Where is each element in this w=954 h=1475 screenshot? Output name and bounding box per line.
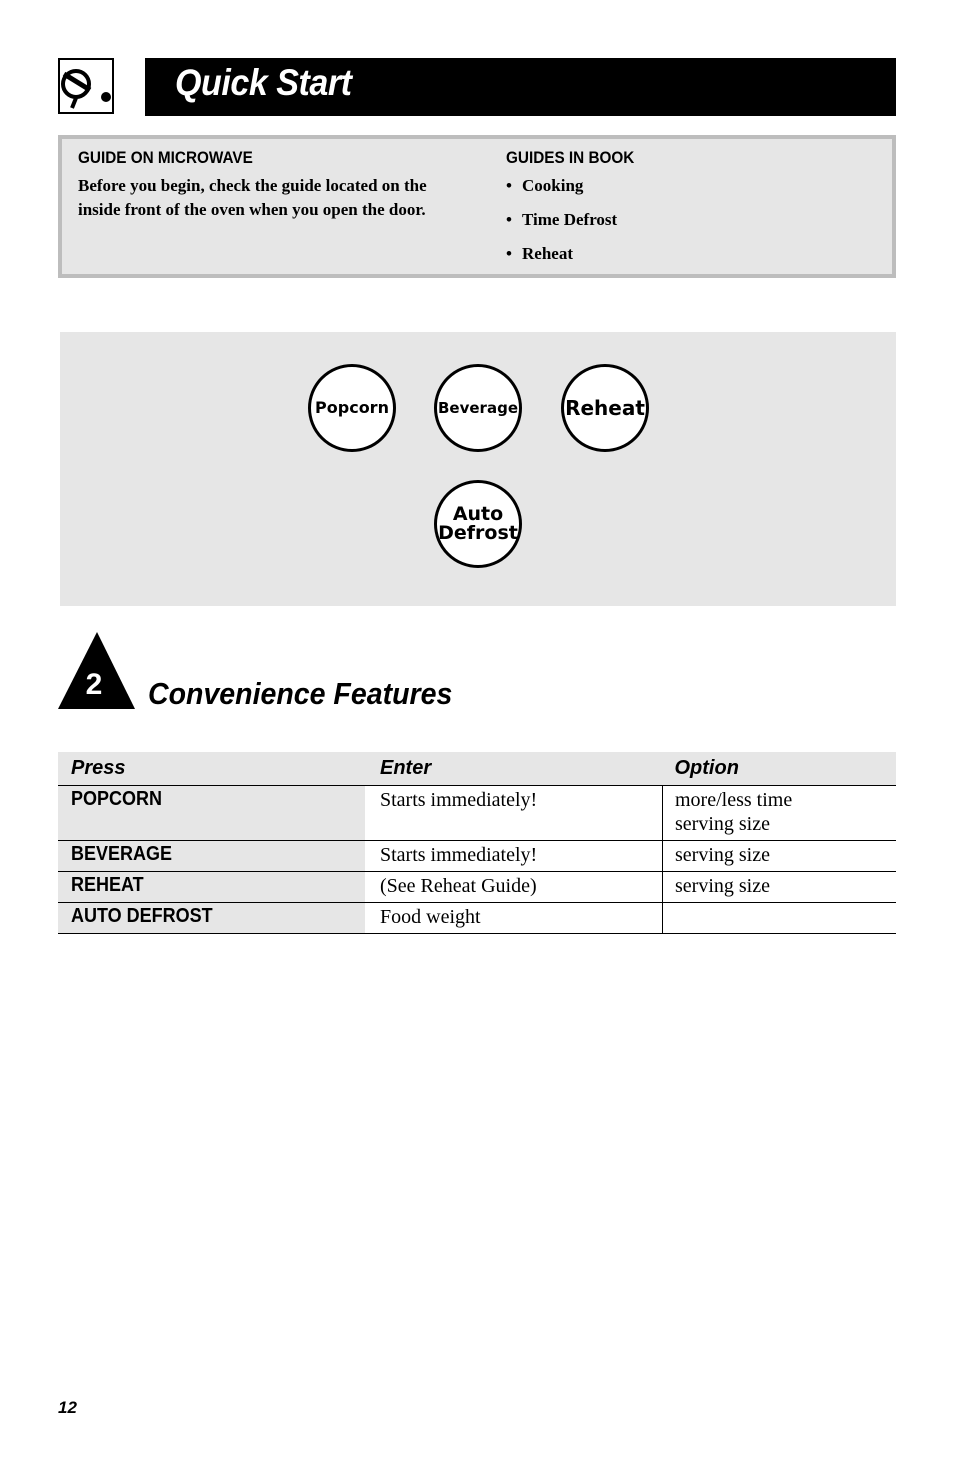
microwave-logo-icon — [58, 58, 114, 114]
column-header-press: Press — [58, 752, 365, 786]
option-cell: serving size — [663, 872, 897, 903]
step-number: 2 — [85, 668, 103, 701]
table-header-row — [58, 752, 896, 786]
press-cell: POPCORN — [58, 786, 365, 841]
list-item: • Cooking — [506, 174, 617, 208]
guide-on-microwave-heading: GUIDE ON MICROWAVE — [78, 148, 253, 167]
list-item: • Reheat — [506, 242, 617, 276]
bullet-icon: • — [506, 210, 512, 229]
option-cell: serving size — [663, 841, 897, 872]
column-header-enter: Enter — [365, 752, 663, 786]
convenience-features-table — [58, 752, 896, 934]
column-header-option: Option — [663, 752, 897, 786]
enter-cell: (See Reheat Guide) — [365, 872, 663, 903]
bullet-icon: • — [506, 176, 512, 195]
page-title: Quick Start — [175, 62, 352, 103]
option-cell — [663, 903, 897, 934]
list-item: • Time Defrost — [506, 208, 617, 242]
guide-on-microwave-text: Before you begin, check the guide located on the inside front of the oven when you open the door. — [78, 176, 427, 219]
table-row — [58, 872, 896, 903]
section-title: Convenience Features — [148, 676, 453, 711]
enter-cell: Food weight — [365, 903, 663, 934]
table-row — [58, 786, 896, 841]
title-bar — [145, 58, 896, 116]
guides-box — [58, 135, 896, 278]
bullet-icon: • — [506, 244, 512, 263]
table-row — [58, 903, 896, 934]
popcorn-key: Popcorn — [308, 364, 396, 452]
page-number: 12 — [58, 1398, 77, 1417]
enter-cell: Starts immediately! — [365, 786, 663, 841]
option-cell: more/less time serving size — [663, 786, 897, 841]
enter-cell: Starts immediately! — [365, 841, 663, 872]
auto-defrost-key: Auto Defrost — [434, 480, 522, 568]
table-row — [58, 841, 896, 872]
press-cell: REHEAT — [58, 872, 365, 903]
reheat-key: Reheat — [561, 364, 649, 452]
guides-in-book-heading: GUIDES IN BOOK — [506, 148, 635, 167]
guides-in-book-list — [506, 174, 617, 276]
keypad-illustration — [60, 332, 896, 606]
press-cell: BEVERAGE — [58, 841, 365, 872]
beverage-key: Beverage — [434, 364, 522, 452]
press-cell: AUTO DEFROST — [58, 903, 365, 934]
